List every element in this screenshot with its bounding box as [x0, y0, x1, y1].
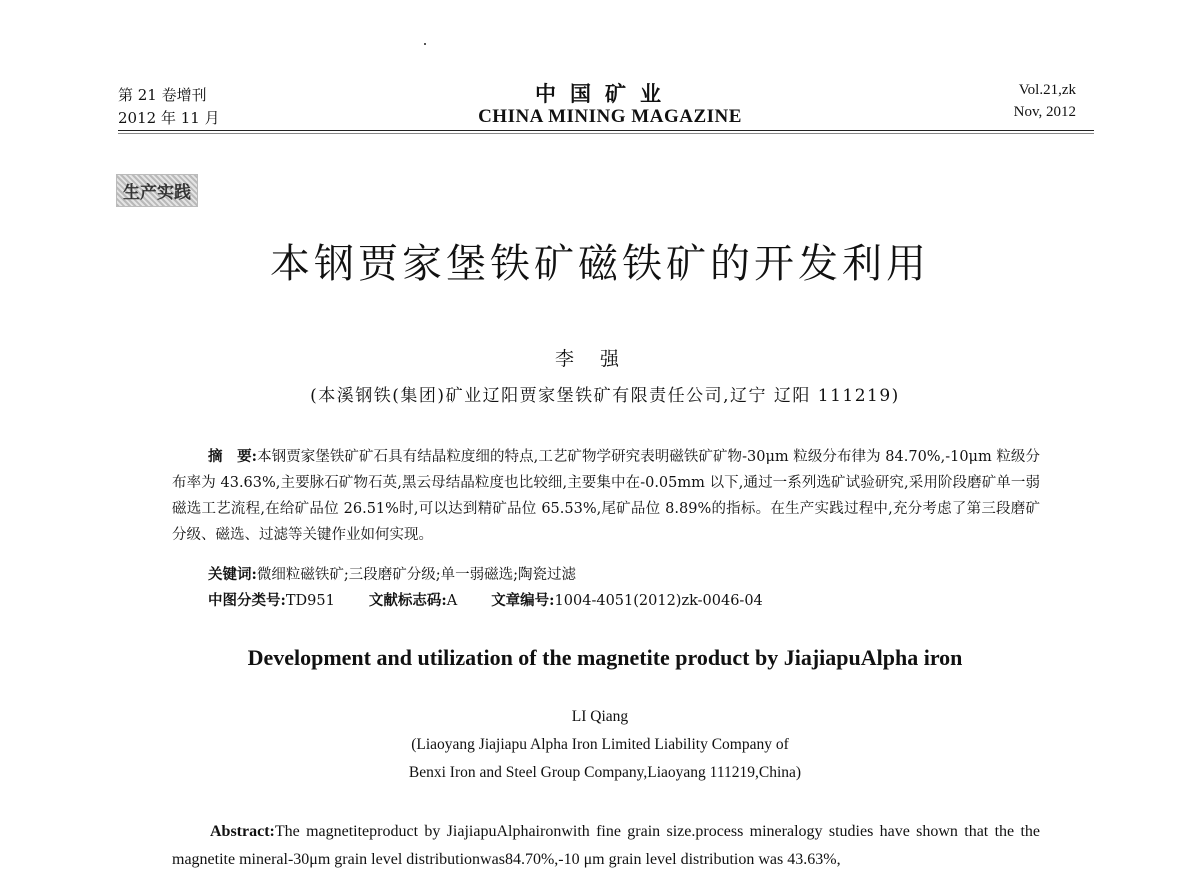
author-cn: 李强: [554, 348, 645, 370]
volume-cn: 第 21 卷增刊: [118, 86, 207, 104]
abstract-en-text: The magnetiteproduct by JiajiapuAlphaironwith fine grain size.process mineralogy studies have shown that the the magnetite mineral-30μm grain level distributionwas84.70%,-10 μm grain level distribution was 43.63%,: [172, 823, 1040, 868]
affiliation-cn: (本溪钢铁(集团)矿业辽阳贾家堡铁矿有限责任公司,辽宁 辽阳 111219): [310, 386, 900, 406]
abstract-en: [172, 818, 1040, 874]
volume-en: Vol.21,zk: [1018, 82, 1076, 98]
header-rule: [118, 130, 1094, 131]
journal-title-en: CHINA MINING MAGAZINE: [478, 106, 742, 127]
scan-speck: [424, 43, 426, 45]
journal-title-cn: 中国矿业: [535, 81, 675, 106]
date-cn: 2012 年 11 月: [118, 109, 220, 127]
abstract-cn-label: 摘 要:: [208, 448, 258, 465]
keywords-cn-label: 关键词:: [208, 566, 257, 583]
abstract-en-label: Abstract:: [210, 823, 275, 840]
doc-code-label: 文献标志码:: [368, 592, 447, 609]
doc-code-value: A: [446, 593, 458, 609]
affiliation-en-line-2: Benxi Iron and Steel Group Company,Liaoyang 111219,China): [408, 764, 802, 781]
classification-line: [208, 589, 763, 610]
clc-value: TD951: [285, 593, 335, 609]
author-en: LI Qiang: [571, 708, 629, 725]
paper-title-cn: 本钢贾家堡铁矿磁铁矿的开发利用: [270, 241, 930, 287]
clc-label: 中图分类号:: [208, 592, 286, 609]
affiliation-en-line-1: (Liaoyang Jiajiapu Alpha Iron Limited Liability Company of: [411, 736, 789, 753]
keywords-cn-text: 微细粒磁铁矿;三段磨矿分级;单一弱磁选;陶瓷过滤: [256, 567, 577, 583]
date-en: Nov, 2012: [1013, 104, 1076, 120]
section-tag: 生产实践: [116, 174, 198, 207]
paper-title-en: Development and utilization of the magnetite product by JiajiapuAlpha iron: [247, 645, 963, 670]
article-no-value: 1004-4051(2012)zk-0046-04: [554, 593, 763, 609]
abstract-cn: [172, 444, 1040, 548]
keywords-cn: [208, 563, 576, 584]
header-rule-thin: [118, 133, 1094, 134]
article-no-label: 文章编号:: [491, 592, 555, 609]
abstract-cn-text: 本钢贾家堡铁矿矿石具有结晶粒度细的特点,工艺矿物学研究表明磁铁矿矿物-30μm 粒级分布律为 84.70%,-10μm 粒级分布率为 43.63%,主要脉石矿物石英,黑云母结晶粒度也比较细,主要集中在-0.05mm 以下,通过一系列选矿试验研究,采用阶段磨矿单一弱磁选工艺流程,在给矿品位 26.51%时,可以达到精矿品位 65.53%,尾矿品位 8.89%的指标。在生产实践过程中,充分考虑了第三段磨矿分级、磁选、过滤等关键作业如何实现。: [172, 449, 1040, 543]
